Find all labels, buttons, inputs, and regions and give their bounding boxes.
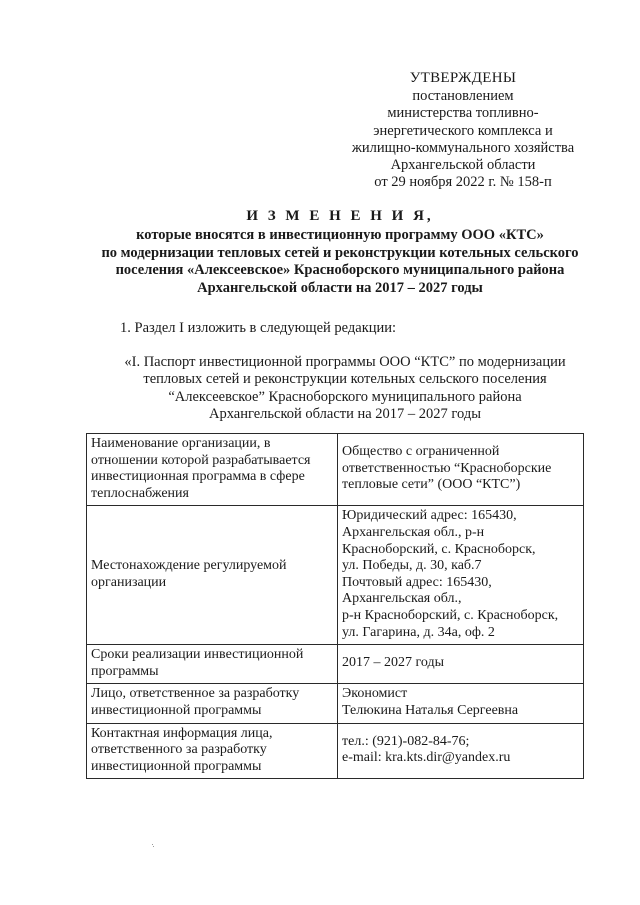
approval-title: УТВЕРЖДЕНЫ <box>409 70 517 86</box>
table-value-cell <box>338 645 584 684</box>
cell-line: Контактная информация лица, <box>91 725 273 741</box>
document-heading <box>60 208 620 297</box>
table-row <box>87 506 584 645</box>
table-row <box>87 684 584 723</box>
approval-line: постановлением <box>412 88 514 105</box>
table-value-cell <box>338 434 584 506</box>
approval-stamp <box>336 70 590 191</box>
approval-line: министерства топливно- <box>387 105 539 122</box>
cell-line: Общество с ограниченной <box>342 444 500 460</box>
table-label-cell <box>87 684 338 723</box>
passport-title-line: Архангельской области на 2017 – 2027 годы <box>209 405 481 422</box>
cell-line: Местонахождение регулируемой <box>91 558 287 574</box>
heading-title: И З М Е Н Е Н И Я, <box>246 208 434 224</box>
cell-line: Телюкина Наталья Сергеевна <box>342 702 519 718</box>
cell-line: e-mail: kra.kts.dir@yandex.ru <box>342 750 511 766</box>
cell-line: Архангельская обл., <box>342 591 462 607</box>
cell-line: Лицо, ответственное за разработку <box>91 686 300 702</box>
scan-speck <box>152 844 153 845</box>
heading-line: Архангельской области на 2017 – 2027 годы <box>197 279 483 296</box>
cell-line: ул. Победы, д. 30, каб.7 <box>342 558 482 574</box>
cell-line: ул. Гагарина, д. 34а, оф. 2 <box>342 624 495 640</box>
table-label-cell <box>87 645 338 684</box>
table-value-cell <box>338 684 584 723</box>
item-1-text: 1. Раздел I изложить в следующей редакции: <box>120 320 397 336</box>
cell-line: Архангельская обл., р-н <box>342 524 485 540</box>
cell-line: Юридический адрес: 165430, <box>342 508 517 524</box>
table-row <box>87 723 584 779</box>
cell-line: отношении которой разрабатывается <box>91 452 311 468</box>
approval-line: энергетического комплекса и <box>373 122 553 139</box>
table-value-cell <box>338 506 584 645</box>
cell-line: Сроки реализации инвестиционной <box>91 647 304 663</box>
table-label-cell <box>87 434 338 506</box>
approval-line: от 29 ноября 2022 г. № 158-п <box>374 174 552 191</box>
cell-line: тел.: (921)-082-84-76; <box>342 733 470 749</box>
passport-title-line: «I. Паспорт инвестиционной программы ООО “КТС” по модернизации <box>124 354 566 370</box>
passport-table <box>86 433 584 779</box>
cell-line: р-н Красноборский, с. Красноборск, <box>342 607 559 623</box>
table-row <box>87 434 584 506</box>
cell-line: инвестиционная программа в сфере <box>91 469 305 485</box>
table-value-cell <box>338 723 584 779</box>
heading-line: которые вносятся в инвестиционную программу ООО «КТС» <box>136 227 544 244</box>
cell-line: Красноборский, с. Красноборск, <box>342 541 536 557</box>
heading-line: по модернизации тепловых сетей и реконструкции котельных сельского <box>101 244 579 261</box>
passport-title-line: тепловых сетей и реконструкции котельных сельского поселения <box>143 371 547 388</box>
cell-line: Наименование организации, в <box>91 436 271 451</box>
cell-line: инвестиционной программы <box>91 758 262 774</box>
cell-line: тепловые сети” (ООО “КТС”) <box>342 477 521 493</box>
passport-title-line: “Алексеевское” Красноборского муниципального района <box>168 388 522 405</box>
table-label-cell <box>87 723 338 779</box>
approval-line: жилищно-коммунального хозяйства <box>351 139 575 156</box>
table-label-cell <box>87 506 338 645</box>
cell-line: 2017 – 2027 годы <box>342 655 445 671</box>
table-row <box>87 645 584 684</box>
scan-speck <box>153 846 154 847</box>
cell-line: организации <box>91 574 167 590</box>
passport-title <box>90 354 600 423</box>
cell-line: инвестиционной программы <box>91 702 262 718</box>
cell-line: теплоснабжения <box>91 485 189 501</box>
cell-line: ответственного за разработку <box>91 742 267 758</box>
approval-line: Архангельской области <box>390 157 536 174</box>
heading-line: поселения «Алексеевское» Красноборского муниципального района <box>115 262 565 279</box>
cell-line: Почтовый адрес: 165430, <box>342 574 492 590</box>
cell-line: ответственностью “Красноборские <box>342 460 552 476</box>
cell-line: Экономист <box>342 686 408 702</box>
cell-line: программы <box>91 663 159 679</box>
